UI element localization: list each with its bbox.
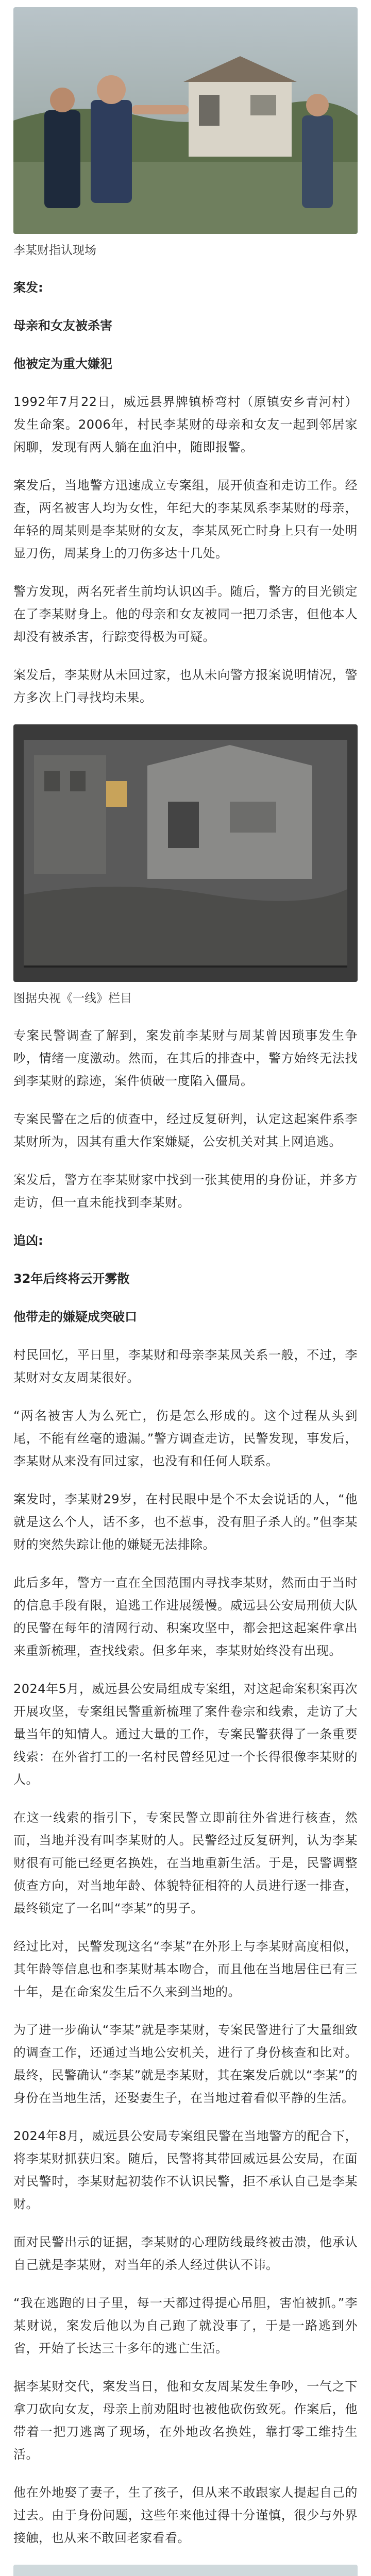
- paragraph: 面对民警出示的证据，李某财的心理防线最终被击溃，他承认自己就是李某财，对当年的杀人经过供认不讳。: [13, 2235, 358, 2272]
- section-subtitle: 他被定为重大嫌犯: [13, 357, 112, 371]
- paragraph: 村民回忆，平日里，李某财和母亲李某凤关系一般，不过，李某财对女友周某很好。: [13, 1348, 358, 1385]
- residence-photo: [13, 2565, 358, 2576]
- paragraph: 案发后，李某财从未回过家，也从未向警方报案说明情况，警方多次上门寻找均未果。: [13, 668, 358, 705]
- paragraph: 案发后，当地警方迅速成立专案组，展开侦查和走访工作。经查，两名被害人均为女性，年纪大的李某凤系李某财的母亲，年轻的周某则是李某财的女友，李某凤死亡时身上只有一处明显刀伤，周某身上的刀伤多达十几处。: [13, 478, 358, 561]
- paragraph: 警方发现，两名死者生前均认识凶手。随后，警方的目光锁定在了李某财身上。他的母亲和女友被同一把刀杀害，但他本人却没有被杀害，行踪变得极为可疑。: [13, 584, 358, 644]
- section-title: 追凶:: [13, 1233, 43, 1248]
- article: [0, 7, 371, 2576]
- scene-photo-image: [13, 7, 358, 234]
- section-subtitle: 32年后终将云开雾散: [13, 1272, 130, 1286]
- paragraph: 专案民警在之后的侦查中，经过反复研判，认定这起案件系李某财所为，因其有重大作案嫌疑，公安机关对其上网追逃。: [13, 1112, 358, 1149]
- paragraph: 经过比对，民警发现这名“李某”在外形上与李某财高度相似，其年龄等信息也和李某财基本吻合，而且他在当地居住已有三十年，是在命案发生后不久来到当地的。: [13, 1939, 358, 1999]
- section-title: 案发:: [13, 280, 43, 295]
- residence-photo-image: [13, 2565, 358, 2576]
- archive-photo-image: [13, 724, 358, 982]
- paragraph: 此后多年，警方一直在全国范围内寻找李某财，然而由于当时的信息手段有限，追逃工作进展缓慢。威远县公安局刑侦大队的民警在每年的清网行动、积案攻坚中，都会把这起案件拿出来重新梳理，查找线索。但多年来，李某财始终没有出现。: [13, 1575, 358, 1658]
- paragraph: 专案民警调查了解到，案发前李某财与周某曾因琐事发生争吵，情绪一度激动。然而，在其后的排查中，警方始终无法找到李某财的踪迹，案件侦破一度陷入僵局。: [13, 1028, 358, 1088]
- paragraph: 1992年7月22日，威远县界牌镇桥弯村（原镇安乡青河村）发生命案。2006年，村民李某财的母亲和女友一起到邻居家闲聊，发现有两人躺在血泊中，随即报警。: [13, 395, 358, 454]
- paragraph: 为了进一步确认“李某”就是李某财，专案民警进行了大量细致的调查工作，还通过当地公安机关，进行了身份核查和比对。最终，民警确认“李某”就是李某财，其在案发后就以“李某”的身份在当地生活，还娶妻生子，在当地过着看似平静的生活。: [13, 2023, 358, 2105]
- paragraph: 2024年8月，威远县公安局专案组民警在当地警方的配合下，将李某财抓获归案。随后，民警将其带回威远县公安局，在面对民警时，李某财起初装作不认识民警，拒不承认自己是李某财。: [13, 2129, 358, 2211]
- photo-caption: 图据央视《一线》栏目: [13, 992, 132, 1005]
- paragraph: 据李某财交代，案发当日，他和女友周某发生争吵，一气之下拿刀砍向女友，母亲上前劝阻时也被他砍伤致死。作案后，他带着一把刀逃离了现场，在外地改名换姓，靠打零工维持生活。: [13, 2379, 358, 2462]
- section-subtitle: 他带走的嫌疑成突破口: [13, 1310, 137, 1324]
- paragraph: 案发后，警方在李某财家中找到一张其使用的身份证，并多方走访，但一直未能找到李某财。: [13, 1173, 358, 1210]
- paragraph: 在这一线索的指引下，专案民警立即前往外省进行核查，然而，当地并没有叫李某财的人。民警经过反复研判，认为李某财很有可能已经更名换姓，在当地重新生活。于是，民警调整侦查方向，对当地年龄、体貌特征相符的人员进行逐一排查，最终锁定了一名叫“李某”的男子。: [13, 1810, 358, 1916]
- paragraph: 他在外地娶了妻子，生了孩子，但从来不敢跟家人提起自己的过去。由于身份问题，这些年来他过得十分谨慎，很少与外界接触，也从来不敢回老家看看。: [13, 2485, 358, 2545]
- photo-caption: 李某财指认现场: [13, 244, 96, 257]
- paragraph: 2024年5月，威远县公安局组成专案组，对这起命案积案再次开展攻坚，专案组民警重新梳理了案件卷宗和线索，走访了大量当年的知情人。通过大量的工作，专案民警获得了一条重要线索：在外省打工的一名村民曾经见过一个长得很像李某财的人。: [13, 1682, 358, 1787]
- paragraph: 案发时，李某财29岁，在村民眼中是个不太会说话的人，“他就是这么个人，话不多，也不惹事，没有胆子杀人的。”但李某财的突然失踪让他的嫌疑无法排除。: [13, 1492, 358, 1552]
- archive-photo: [13, 724, 358, 982]
- paragraph: “我在逃跑的日子里，每一天都过得提心吊胆，害怕被抓。”李某财说，案发后他以为自己跑了就没事了，于是一路逃到外省，开始了长达三十多年的逃亡生活。: [13, 2296, 358, 2355]
- top-photo: [13, 7, 358, 234]
- paragraph: “两名被害人为么死亡，伤是怎么形成的。这个过程从头到尾，不能有丝毫的遗漏。”警方调查走访，民警发现，事发后，李某财从来没有回过家，也没有和任何人联系。: [13, 1409, 358, 1468]
- section-subtitle: 母亲和女友被杀害: [13, 318, 112, 333]
